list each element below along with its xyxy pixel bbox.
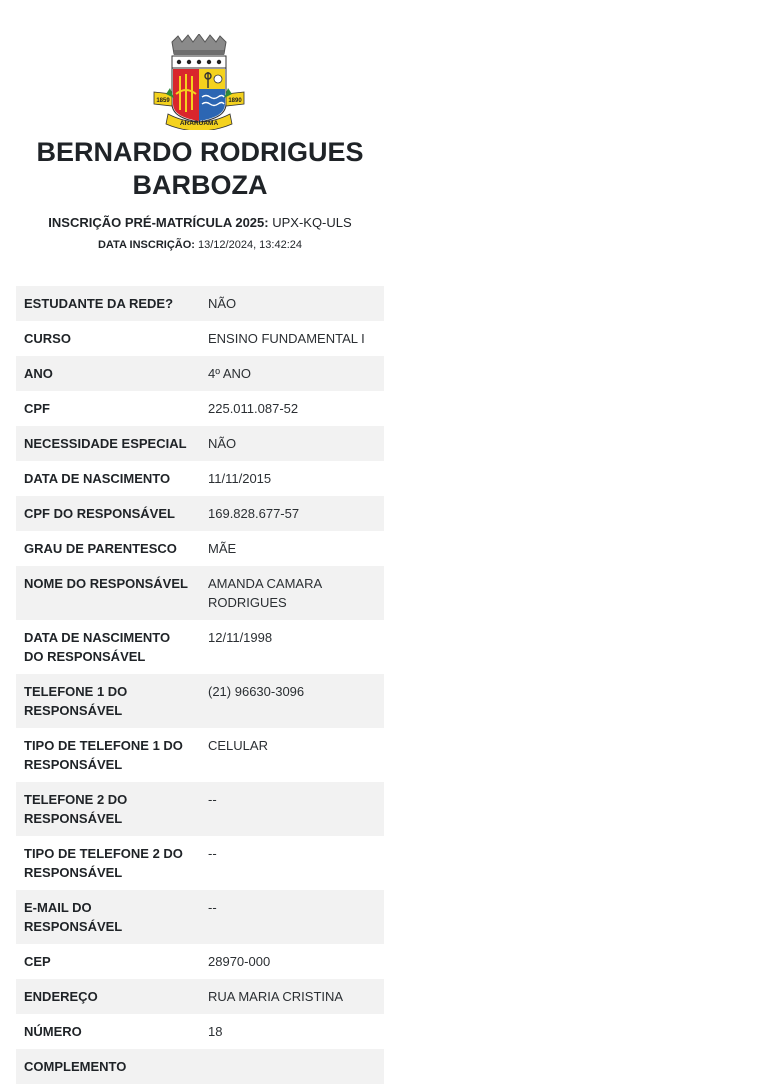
field-value: 28970-000 <box>200 944 384 979</box>
enrollment-code: UPX-KQ-ULS <box>272 215 352 230</box>
field-label: DATA DE NASCIMENTO DO RESPONSÁVEL <box>16 620 200 674</box>
field-label: NECESSIDADE ESPECIAL <box>16 426 200 461</box>
field-value: 169.828.677-57 <box>200 496 384 531</box>
field-value: RUA MARIA CRISTINA <box>200 979 384 1014</box>
field-value <box>200 1049 384 1084</box>
field-value: -- <box>200 836 384 890</box>
field-label: CURSO <box>16 321 200 356</box>
field-value: AMANDA CAMARA RODRIGUES <box>200 566 384 620</box>
field-value: 4º ANO <box>200 356 384 391</box>
crest-year-left: 1859 <box>156 98 170 104</box>
crest-city-name: ARARUAMA <box>179 120 219 127</box>
table-row <box>16 620 384 674</box>
table-row <box>16 944 384 979</box>
field-label: ENDEREÇO <box>16 979 200 1014</box>
enrollment-date-label: DATA INSCRIÇÃO: <box>97 239 195 251</box>
field-label: NOME DO RESPONSÁVEL <box>16 566 200 620</box>
student-info-body <box>16 286 384 1084</box>
field-value: 225.011.087-52 <box>200 391 384 426</box>
table-row <box>16 356 384 391</box>
table-row <box>16 321 384 356</box>
field-value: -- <box>200 782 384 836</box>
field-value: 18 <box>200 1014 384 1049</box>
field-label: GRAU DE PARENTESCO <box>16 531 200 566</box>
table-row <box>16 531 384 566</box>
field-label: CEP <box>16 944 200 979</box>
crest-year-right: 1890 <box>228 98 242 104</box>
table-row <box>16 1014 384 1049</box>
table-row <box>16 1049 384 1084</box>
table-row <box>16 728 384 782</box>
table-row <box>16 496 384 531</box>
table-row <box>16 782 384 836</box>
field-value: ENSINO FUNDAMENTAL I <box>200 321 384 356</box>
field-label: E-MAIL DO RESPONSÁVEL <box>16 890 200 944</box>
table-row <box>16 461 384 496</box>
table-row <box>16 286 384 321</box>
field-value: NÃO <box>200 286 384 321</box>
field-label: ESTUDANTE DA REDE? <box>16 286 200 321</box>
field-value: MÃE <box>200 531 384 566</box>
table-row <box>16 836 384 890</box>
enrollment-line <box>16 214 384 232</box>
table-row <box>16 890 384 944</box>
table-row <box>16 674 384 728</box>
field-label: DATA DE NASCIMENTO <box>16 461 200 496</box>
table-row <box>16 391 384 426</box>
field-value: CELULAR <box>200 728 384 782</box>
city-coat-of-arms-logo <box>152 34 246 130</box>
enrollment-label: INSCRIÇÃO PRÉ-MATRÍCULA 2025: <box>48 215 269 230</box>
enrollment-date-value: 13/12/2024, 13:42:24 <box>198 239 302 251</box>
field-label: TELEFONE 1 DO RESPONSÁVEL <box>16 674 200 728</box>
field-value: -- <box>200 890 384 944</box>
field-label: COMPLEMENTO <box>16 1049 200 1084</box>
field-value: 12/11/1998 <box>200 620 384 674</box>
table-row <box>16 426 384 461</box>
student-name-title: BERNARDO RODRIGUES BARBOZA <box>36 137 364 200</box>
field-label: NÚMERO <box>16 1014 200 1049</box>
field-label: CPF DO RESPONSÁVEL <box>16 496 200 531</box>
table-row <box>16 979 384 1014</box>
field-label: TIPO DE TELEFONE 2 DO RESPONSÁVEL <box>16 836 200 890</box>
field-label: TELEFONE 2 DO RESPONSÁVEL <box>16 782 200 836</box>
field-value: NÃO <box>200 426 384 461</box>
field-value: (21) 96630-3096 <box>200 674 384 728</box>
table-row <box>16 566 384 620</box>
field-label: CPF <box>16 391 200 426</box>
field-label: ANO <box>16 356 200 391</box>
enrollment-date-line <box>16 237 384 253</box>
student-info-table <box>16 286 384 1084</box>
field-label: TIPO DE TELEFONE 1 DO RESPONSÁVEL <box>16 728 200 782</box>
field-value: 11/11/2015 <box>200 461 384 496</box>
